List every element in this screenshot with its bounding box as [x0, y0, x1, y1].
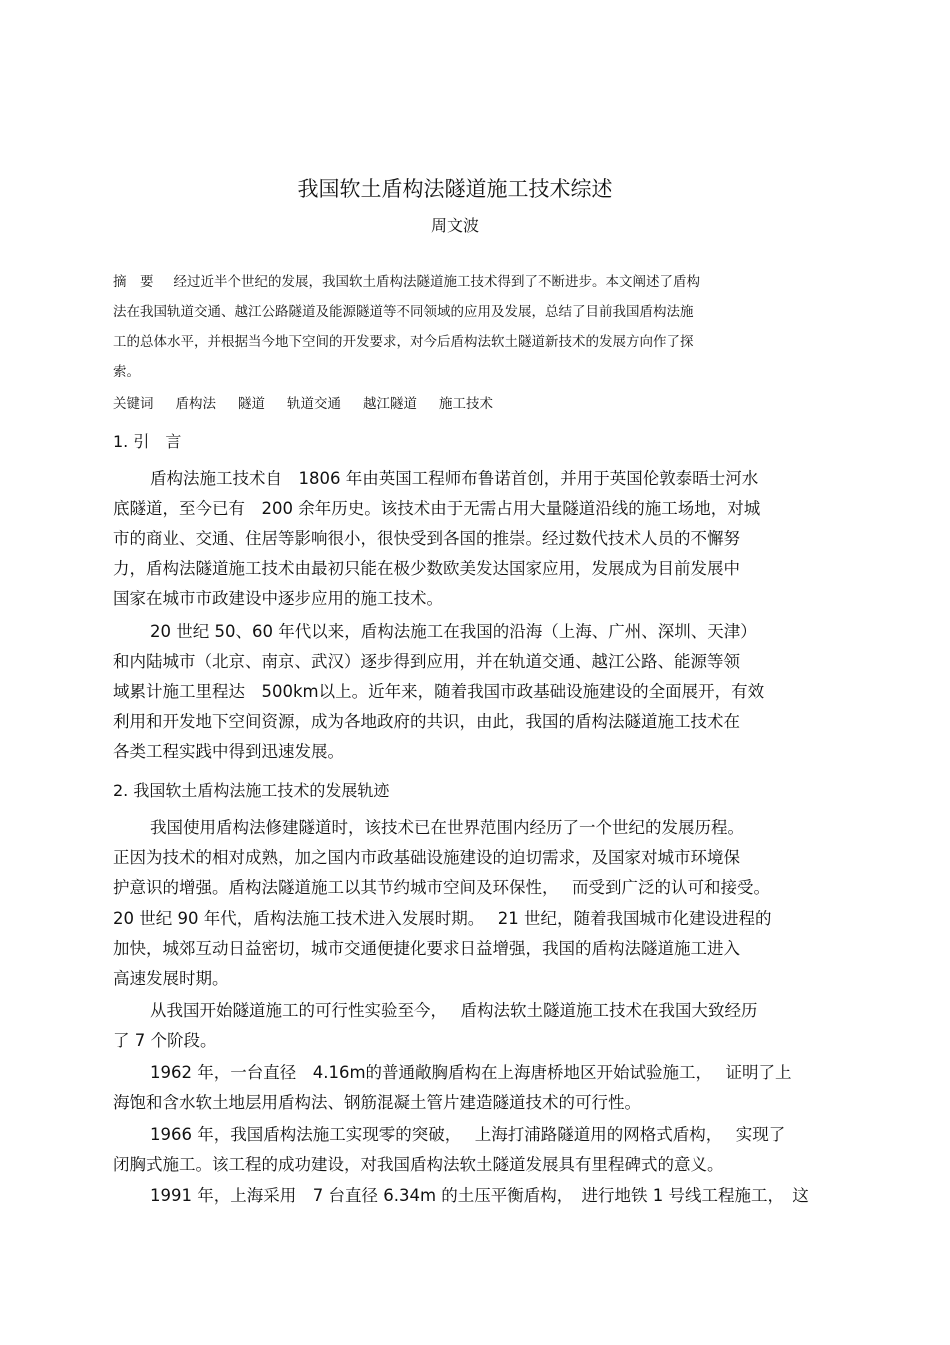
body-line: 盾构法施工技术自 1806 年由英国工程师布鲁诺首创，并用于英国伦敦泰晤士河水 [150, 469, 759, 488]
body-line: 加快，城郊互动日益密切，城市交通便捷化要求日益增强，我国的盾构法隧道施工进入 [113, 939, 740, 958]
abstract-line-2: 法在我国轨道交通、越江公路隧道及能源隧道等不同领域的应用及发展，总结了目前我国盾构法施 [113, 304, 694, 320]
keyword: 盾构法 [175, 396, 216, 412]
body-line: 了 7 个阶段。 [113, 1031, 217, 1050]
keyword: 施工技术 [439, 396, 493, 412]
section-heading: 1. 引 言 [113, 432, 182, 451]
keyword: 隧道 [238, 396, 265, 412]
abstract-line-3: 工的总体水平，并根据当今地下空间的开发要求，对今后盾构法软土隧道新技术的发展方向作了探 [113, 334, 694, 350]
body-line: 闭胸式施工。该工程的成功建设，对我国盾构法软土隧道发展具有里程碑式的意义。 [113, 1155, 724, 1174]
body-line: 海饱和含水软土地层用盾构法、钢筋混凝土管片建造隧道技术的可行性。 [113, 1093, 641, 1112]
body-line: 底隧道，至今已有 200 余年历史。该技术由于无需占用大量隧道沿线的施工场地，对城 [113, 499, 761, 518]
body-line: 1962 年，一台直径 4.16m的普通敞胸盾构在上海唐桥地区开始试验施工， 证明了上 [150, 1063, 792, 1082]
body-line: 市的商业、交通、住居等影响很小，很快受到各国的推崇。经过数代技术人员的不懈努 [113, 529, 740, 548]
keyword: 轨道交通 [287, 396, 341, 412]
body-line: 从我国开始隧道施工的可行性实验至今， 盾构法软土隧道施工技术在我国大致经历 [150, 1001, 758, 1020]
abstract-line-4: 索。 [113, 364, 140, 380]
section-heading: 2. 我国软土盾构法施工技术的发展轨迹 [113, 781, 390, 800]
body-line: 域累计施工里程达 500km以上。近年来，随着我国市政基础设施建设的全面展开，有效 [113, 682, 765, 701]
body-line: 利用和开发地下空间资源，成为各地政府的共识，由此，我国的盾构法隧道施工技术在 [113, 712, 740, 731]
keywords-label: 关键词 [113, 396, 154, 412]
body-line: 力，盾构法隧道施工技术由最初只能在极少数欧美发达国家应用，发展成为目前发展中 [113, 559, 740, 578]
keywords [113, 394, 493, 414]
body-line: 20 世纪 50、60 年代以来，盾构法施工在我国的沿海（上海、广州、深圳、天津） [150, 622, 757, 641]
author-name: 周文波 [430, 216, 479, 235]
abstract-line-1 [113, 272, 700, 292]
body-line: 我国使用盾构法修建隧道时，该技术已在世界范围内经历了一个世纪的发展历程。 [150, 818, 744, 837]
body-line: 护意识的增强。盾构法隧道施工以其节约城市空间及环保性， 而受到广泛的认可和接受。 [113, 878, 770, 897]
body-line: 1966 年，我国盾构法施工实现零的突破， 上海打浦路隧道用的网格式盾构， 实现了 [150, 1125, 786, 1144]
abstract-label: 摘 要 [113, 274, 154, 290]
body-line: 20 世纪 90 年代，盾构法施工技术进入发展时期。 21 世纪，随着我国城市化建设进程的 [113, 909, 772, 928]
body-line: 正因为技术的相对成熟，加之国内市政基础设施建设的迫切需求，及国家对城市环境保 [113, 848, 740, 867]
body-line: 各类工程实践中得到迅速发展。 [113, 742, 344, 761]
keyword: 越江隧道 [363, 396, 417, 412]
body-line: 和内陆城市（北京、南京、武汉）逐步得到应用，并在轨道交通、越江公路、能源等领 [113, 652, 740, 671]
body-line: 高速发展时期。 [113, 969, 229, 988]
body-line: 1991 年，上海采用 7 台直径 6.34m 的土压平衡盾构， 进行地铁 1 号线工程施工， 这 [150, 1186, 809, 1205]
body-line: 国家在城市市政建设中逐步应用的施工技术。 [113, 589, 443, 608]
paper-title: 我国软土盾构法隧道施工技术综述 [297, 177, 613, 201]
abstract-text: 经过近半个世纪的发展，我国软土盾构法隧道施工技术得到了不断进步。本文阐述了盾构 [173, 274, 700, 290]
